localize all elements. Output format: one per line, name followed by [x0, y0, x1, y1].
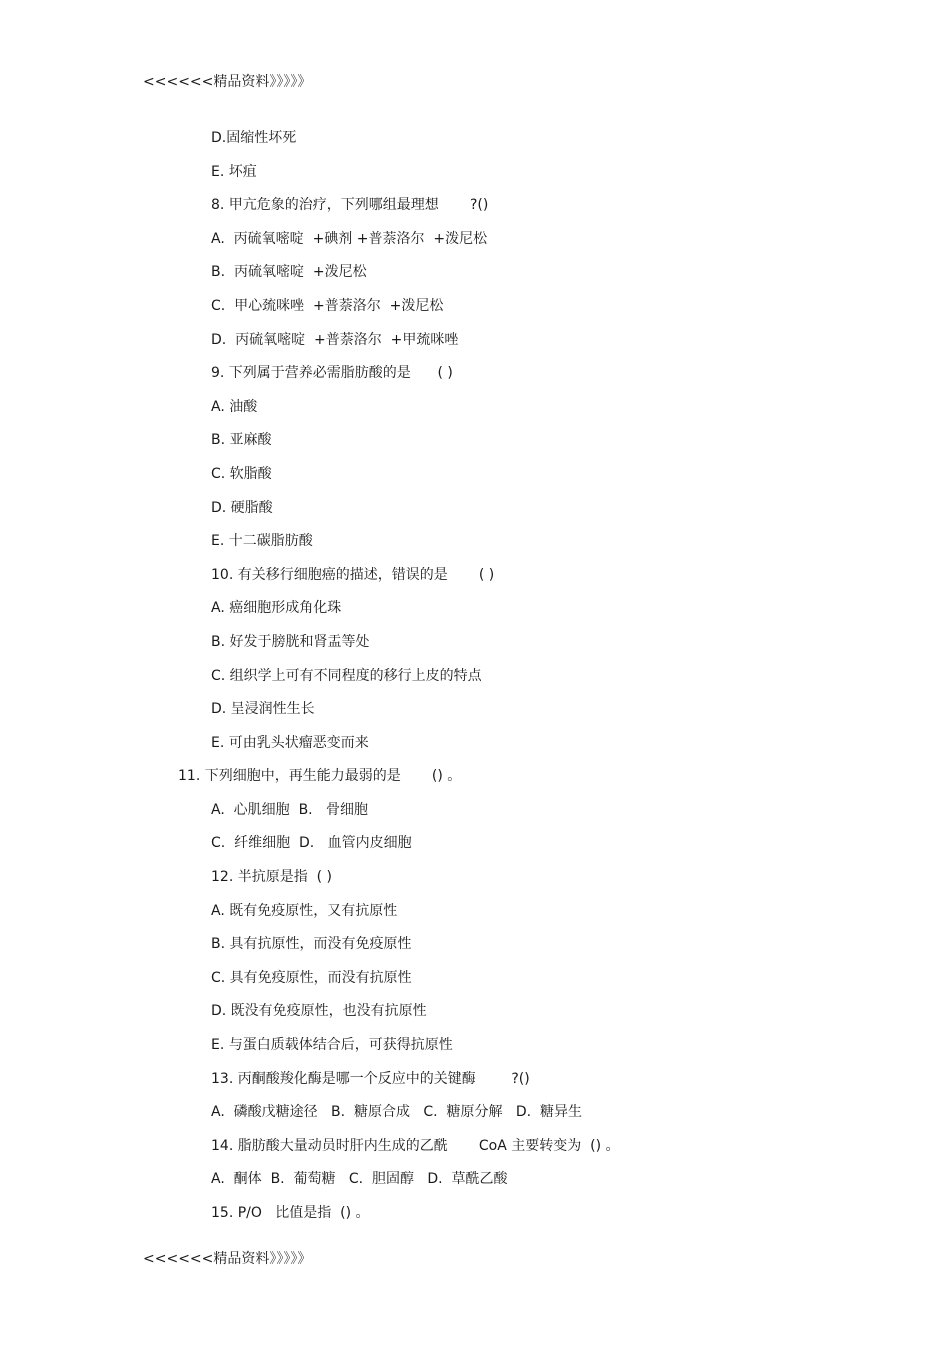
line-text: E. 坏疽 [211, 163, 257, 180]
question-text: 10. 有关移行细胞癌的描述，错误的是 ( ) [211, 566, 495, 583]
option-line [0, 1036, 950, 1070]
question-15 [0, 1204, 950, 1238]
option-line [0, 1170, 950, 1204]
option-text: C. 组织学上可有不同程度的移行上皮的特点 [211, 667, 482, 684]
option-text: A. 酮体 B. 葡萄糖 C. 胆固醇 D. 草酰乙酸 [211, 1171, 508, 1188]
option-text: B. 亚麻酸 [211, 432, 272, 449]
option-text: C. 甲心巯咪唑 +普萘洛尔 +泼尼松 [211, 297, 444, 314]
document-body [0, 129, 950, 1238]
option-line [0, 499, 950, 533]
option-line [0, 1103, 950, 1137]
question-12 [0, 868, 950, 902]
option-text: A. 心肌细胞 B. 骨细胞 [211, 801, 368, 818]
option-text: E. 与蛋白质载体结合后，可获得抗原性 [211, 1037, 453, 1054]
question-text: 15. P/O 比值是指 () 。 [211, 1205, 370, 1221]
option-text: B. 丙硫氧嘧啶 +泼尼松 [211, 264, 367, 281]
question-10 [0, 566, 950, 600]
question-13 [0, 1070, 950, 1104]
option-line [0, 902, 950, 936]
question-11 [0, 767, 950, 801]
option-line [0, 1002, 950, 1036]
option-line [0, 734, 950, 768]
option-line [0, 230, 950, 264]
line-text: D.固缩性坏死 [211, 130, 297, 146]
question-text: 11. 下列细胞中，再生能力最弱的是 () 。 [178, 768, 462, 785]
option-line [0, 969, 950, 1003]
option-text: B. 具有抗原性，而没有免疫原性 [211, 936, 412, 953]
question-text: 9. 下列属于营养必需脂肪酸的是 ( ) [211, 365, 453, 382]
option-line [0, 263, 950, 297]
option-text: A. 既有免疫原性，又有抗原性 [211, 902, 398, 919]
option-text: D. 硬脂酸 [211, 499, 273, 516]
option-text: C. 具有免疫原性，而没有抗原性 [211, 969, 412, 986]
option-text: A. 磷酸戊糖途径 B. 糖原合成 C. 糖原分解 D. 糖异生 [211, 1104, 582, 1121]
option-text: D. 丙硫氧嘧啶 +普萘洛尔 +甲巯咪唑 [211, 331, 459, 348]
option-text: A. 油酸 [211, 398, 258, 415]
option-line [0, 532, 950, 566]
question-text: 8. 甲亢危象的治疗，下列哪组最理想 ?() [211, 197, 489, 214]
option-text: E. 可由乳头状瘤恶变而来 [211, 734, 369, 751]
option-line [0, 700, 950, 734]
option-line [0, 297, 950, 331]
option-line [0, 667, 950, 701]
question-14 [0, 1137, 950, 1171]
question-text: 13. 丙酮酸羧化酶是哪一个反应中的关键酶 ?() [211, 1070, 530, 1087]
option-line [0, 465, 950, 499]
option-text: A. 丙硫氧嘧啶 +碘剂 +普萘洛尔 +泼尼松 [211, 230, 488, 247]
question-9 [0, 364, 950, 398]
option-line [0, 398, 950, 432]
option-text: D. 既没有免疫原性，也没有抗原性 [211, 1003, 427, 1020]
question-text: 14. 脂肪酸大量动员时肝内生成的乙酰 CoA 主要转变为 () 。 [211, 1137, 620, 1154]
option-line [0, 431, 950, 465]
option-line [0, 834, 950, 868]
text-line [0, 163, 950, 197]
page-header: <<<<<<精品资料》》》》》 [143, 74, 312, 90]
question-text: 12. 半抗原是指 ( ) [211, 869, 332, 886]
option-text: E. 十二碳脂肪酸 [211, 533, 313, 550]
option-line [0, 801, 950, 835]
option-text: D. 呈浸润性生长 [211, 701, 315, 718]
option-line [0, 331, 950, 365]
option-line [0, 633, 950, 667]
page-footer: <<<<<<精品资料》》》》》 [143, 1251, 312, 1267]
text-line [0, 129, 950, 163]
option-line [0, 935, 950, 969]
option-text: C. 纤维细胞 D. 血管内皮细胞 [211, 835, 412, 852]
option-text: B. 好发于膀胱和肾盂等处 [211, 633, 370, 650]
option-text: A. 癌细胞形成角化珠 [211, 600, 342, 617]
question-8 [0, 196, 950, 230]
option-line [0, 599, 950, 633]
option-text: C. 软脂酸 [211, 465, 272, 482]
